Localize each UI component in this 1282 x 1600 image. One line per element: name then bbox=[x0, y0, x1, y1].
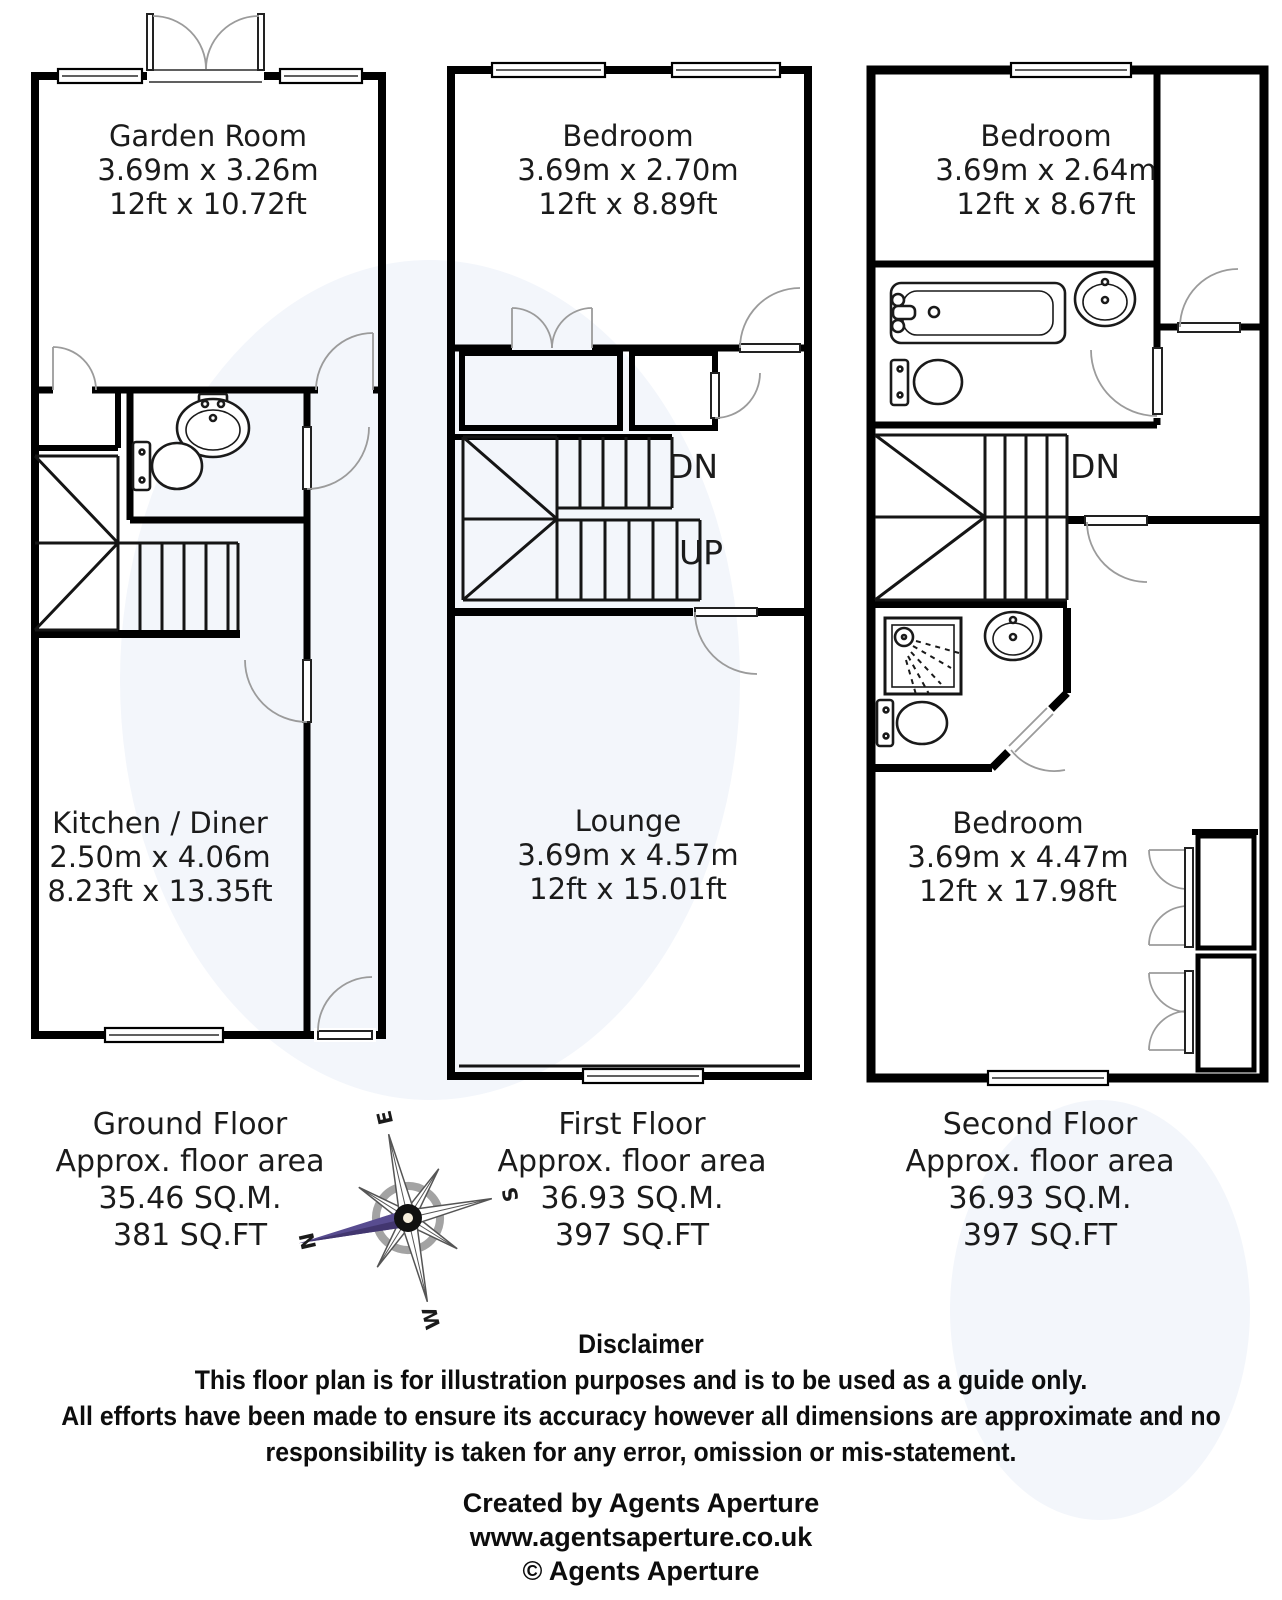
window bbox=[672, 63, 780, 77]
floor-area-sqm: 36.93 SQ.M. bbox=[540, 1181, 724, 1216]
floor-title: Second Floor bbox=[942, 1107, 1138, 1142]
room-label-second-bedroom-top bbox=[935, 119, 1156, 221]
floor-label-second bbox=[906, 1106, 1175, 1254]
sink-icon bbox=[1075, 272, 1135, 326]
svg-text:N: N bbox=[294, 1230, 322, 1253]
room-name: Kitchen / Diner bbox=[52, 806, 268, 840]
window bbox=[492, 63, 605, 77]
room-size-imperial: 12ft x 10.72ft bbox=[109, 187, 307, 221]
window bbox=[583, 1069, 703, 1083]
toilet-icon bbox=[891, 360, 962, 405]
room-size-metric: 3.69m x 4.47m bbox=[907, 840, 1129, 874]
stair-label-up-first: UP bbox=[679, 533, 724, 572]
stairs-first bbox=[463, 437, 700, 600]
room-name: Lounge bbox=[574, 804, 682, 838]
floor-area-sqm: 36.93 SQ.M. bbox=[948, 1181, 1132, 1216]
disclaimer-line: responsibility is taken for any error, omission or mis-statement. bbox=[265, 1437, 1017, 1467]
room-size-imperial: 8.23ft x 13.35ft bbox=[47, 874, 273, 908]
room-size-imperial: 12ft x 8.89ft bbox=[538, 187, 718, 221]
floor-area-sqft: 397 SQ.FT bbox=[554, 1218, 710, 1253]
stair-label-dn-first: DN bbox=[668, 447, 719, 486]
stairs-second bbox=[875, 435, 1067, 600]
floor-subtitle: Approx. floor area bbox=[55, 1144, 325, 1179]
shower-icon bbox=[885, 618, 961, 698]
room-size-imperial: 12ft x 8.67ft bbox=[956, 187, 1136, 221]
room-size-metric: 2.50m x 4.06m bbox=[49, 840, 271, 874]
floor-label-first bbox=[498, 1106, 767, 1254]
toilet-icon bbox=[877, 700, 947, 746]
french-doors bbox=[147, 14, 264, 83]
room-name: Garden Room bbox=[108, 119, 308, 153]
stair-label-dn-second: DN bbox=[1070, 447, 1121, 486]
room-label-first-bedroom bbox=[517, 119, 738, 221]
window bbox=[58, 69, 142, 83]
floor-area-sqm: 35.46 SQ.M. bbox=[98, 1181, 282, 1216]
floor-area-sqft: 397 SQ.FT bbox=[962, 1218, 1118, 1253]
room-size-metric: 3.69m x 2.70m bbox=[517, 153, 739, 187]
toilet-icon bbox=[133, 442, 202, 490]
window bbox=[988, 1071, 1108, 1085]
room-name: Bedroom bbox=[980, 119, 1112, 153]
window bbox=[105, 1028, 223, 1042]
footer-website: www.agentsaperture.co.uk bbox=[469, 1522, 813, 1552]
floor-area-sqft: 381 SQ.FT bbox=[112, 1218, 268, 1253]
disclaimer-title: Disclaimer bbox=[578, 1329, 704, 1359]
floor-subtitle: Approx. floor area bbox=[905, 1144, 1175, 1179]
room-label-kitchen-diner bbox=[47, 806, 272, 908]
footer-attribution bbox=[463, 1486, 820, 1588]
room-label-lounge bbox=[517, 804, 738, 906]
room-label-garden-room bbox=[97, 119, 318, 221]
floor-title: Ground Floor bbox=[92, 1107, 288, 1142]
svg-text:E: E bbox=[371, 1108, 399, 1127]
room-size-metric: 3.69m x 3.26m bbox=[97, 153, 319, 187]
floor-title: First Floor bbox=[558, 1107, 706, 1142]
room-size-metric: 3.69m x 2.64m bbox=[935, 153, 1157, 187]
footer-copyright: © Agents Aperture bbox=[522, 1556, 760, 1586]
disclaimer-line: This floor plan is for illustration purposes and is to be used as a guide only. bbox=[194, 1365, 1088, 1395]
room-name: Bedroom bbox=[562, 119, 694, 153]
floor-label-ground bbox=[56, 1106, 325, 1254]
room-size-metric: 3.69m x 4.57m bbox=[517, 838, 739, 872]
svg-text:W: W bbox=[416, 1304, 446, 1332]
sink-icon bbox=[985, 612, 1041, 660]
disclaimer bbox=[0, 1326, 1282, 1470]
room-size-imperial: 12ft x 15.01ft bbox=[529, 872, 727, 906]
room-size-imperial: 12ft x 17.98ft bbox=[919, 874, 1117, 908]
window bbox=[280, 69, 362, 83]
window bbox=[1011, 63, 1131, 77]
room-name: Bedroom bbox=[952, 806, 1084, 840]
footer-created-by: Created by Agents Aperture bbox=[462, 1488, 820, 1518]
room-label-second-bedroom-bottom bbox=[907, 806, 1128, 908]
bath-icon bbox=[891, 283, 1065, 343]
floor-subtitle: Approx. floor area bbox=[497, 1144, 767, 1179]
disclaimer-line: All efforts have been made to ensure its accuracy however all dimensions are approximate and no bbox=[61, 1401, 1221, 1431]
svg-text:S: S bbox=[496, 1184, 524, 1205]
